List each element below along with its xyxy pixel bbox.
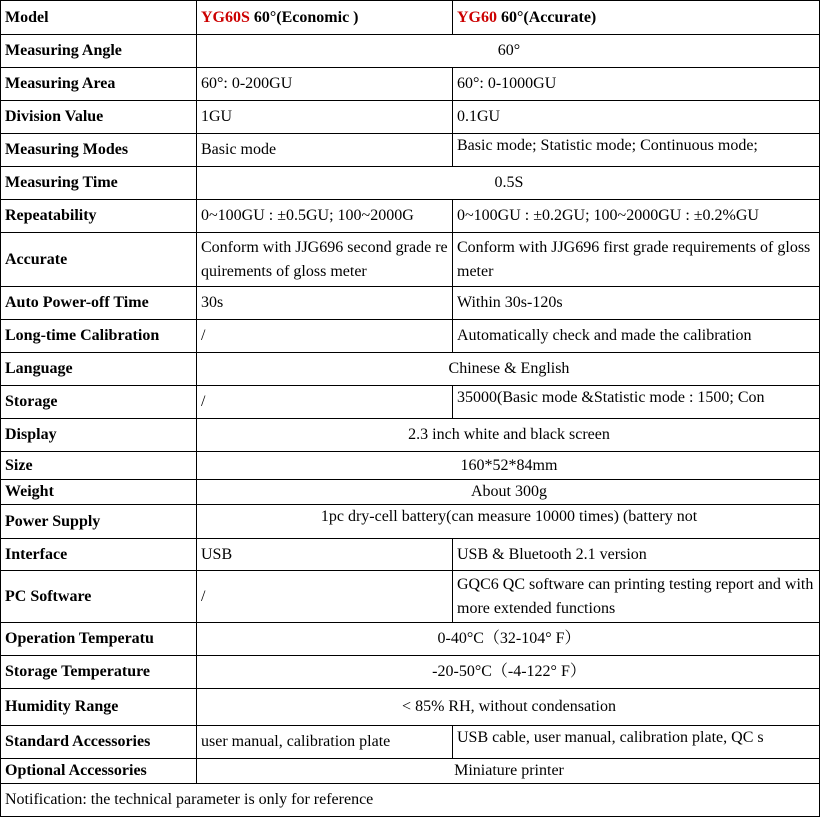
division-value-yg60s: 1GU: [197, 101, 453, 134]
measuring-time-value: 0.5S: [197, 167, 820, 200]
row-operation-temperature: [1, 623, 820, 656]
division-value-yg60: 0.1GU: [453, 101, 820, 134]
optional-accessories-label: Optional Accessories: [1, 759, 197, 784]
row-optional-accessories: [1, 759, 820, 784]
measuring-area-yg60: 60°: 0-1000GU: [453, 68, 820, 101]
yg60s-model-name: YG60S: [201, 8, 250, 26]
row-standard-accessories: [1, 726, 820, 759]
row-repeatability: [1, 200, 820, 233]
yg60s-model-suffix: 60°(Economic ): [249, 8, 359, 26]
interface-yg60: USB & Bluetooth 2.1 version: [453, 539, 820, 571]
row-display: [1, 419, 820, 452]
row-language: [1, 353, 820, 386]
accurate-yg60: Conform with JJG696 first grade requirements of gloss meter: [453, 233, 820, 287]
storage-temperature-label: Storage Temperature: [1, 656, 197, 689]
repeatability-yg60: 0~100GU : ±0.2GU; 100~2000GU : ±0.2%GU: [453, 200, 820, 233]
long-time-calibration-yg60s: /: [197, 320, 453, 353]
measuring-area-yg60s: 60°: 0-200GU: [197, 68, 453, 101]
measuring-modes-label: Measuring Modes: [1, 134, 197, 167]
weight-value: About 300g: [197, 480, 820, 505]
row-size: [1, 452, 820, 480]
measuring-modes-yg60-cell: [453, 134, 820, 167]
repeatability-label: Repeatability: [1, 200, 197, 233]
yg60-model-suffix: 60°(Accurate): [497, 8, 597, 26]
row-humidity-range: [1, 689, 820, 726]
power-supply-cell: [197, 505, 820, 539]
storage-label: Storage: [1, 386, 197, 419]
storage-yg60-cell: [453, 386, 820, 419]
interface-yg60s: USB: [197, 539, 453, 571]
language-value: Chinese & English: [197, 353, 820, 386]
repeatability-yg60s: 0~100GU : ±0.5GU; 100~2000G: [197, 200, 453, 233]
weight-label: Weight: [1, 480, 197, 505]
power-supply-label: Power Supply: [1, 505, 197, 539]
standard-accessories-yg60-cell: [453, 726, 820, 759]
humidity-range-label: Humidity Range: [1, 689, 197, 726]
row-measuring-angle: [1, 35, 820, 68]
display-value: 2.3 inch white and black screen: [197, 419, 820, 452]
measuring-modes-yg60: Basic mode; Statistic mode; Continuous mode;: [457, 137, 758, 154]
operation-temperature-label: Operation Temperatu: [1, 623, 197, 656]
header-yg60s: [197, 1, 453, 35]
row-weight: [1, 480, 820, 505]
notification-text: Notification: the technical parameter is only for reference: [1, 784, 820, 817]
row-storage-temperature: [1, 656, 820, 689]
measuring-time-label: Measuring Time: [1, 167, 197, 200]
header-row: [1, 1, 820, 35]
row-interface: [1, 539, 820, 571]
standard-accessories-yg60: USB cable, user manual, calibration plate, QC s: [457, 729, 764, 746]
row-storage: [1, 386, 820, 419]
row-measuring-modes: [1, 134, 820, 167]
auto-power-off-label: Auto Power-off Time: [1, 287, 197, 320]
row-division-value: [1, 101, 820, 134]
interface-label: Interface: [1, 539, 197, 571]
size-label: Size: [1, 452, 197, 480]
operation-temperature-value: 0-40°C（32-104° F）: [197, 623, 820, 656]
measuring-area-label: Measuring Area: [1, 68, 197, 101]
pc-software-yg60s: /: [197, 571, 453, 623]
auto-power-off-yg60s: 30s: [197, 287, 453, 320]
auto-power-off-yg60: Within 30s-120s: [453, 287, 820, 320]
accurate-yg60s: Conform with JJG696 second grade requirements of gloss meter: [197, 233, 453, 287]
pc-software-yg60: GQC6 QC software can printing testing report and with more extended functions: [453, 571, 820, 623]
header-label: Model: [1, 1, 197, 35]
power-supply-value: 1pc dry-cell battery(can measure 10000 times) (battery not: [320, 508, 698, 525]
long-time-calibration-yg60: Automatically check and made the calibration: [453, 320, 820, 353]
row-measuring-time: [1, 167, 820, 200]
row-measuring-area: [1, 68, 820, 101]
accurate-label: Accurate: [1, 233, 197, 287]
row-pc-software: [1, 571, 820, 623]
measuring-modes-yg60s: Basic mode: [197, 134, 453, 167]
row-auto-power-off: [1, 287, 820, 320]
storage-temperature-value: -20-50°C（-4-122° F）: [197, 656, 820, 689]
yg60-model-name: YG60: [457, 8, 497, 26]
long-time-calibration-label: Long-time Calibration: [1, 320, 197, 353]
pc-software-label: PC Software: [1, 571, 197, 623]
measuring-angle-value: 60°: [197, 35, 820, 68]
standard-accessories-label: Standard Accessories: [1, 726, 197, 759]
storage-yg60: 35000(Basic mode &Statistic mode : 1500; Con: [457, 389, 765, 406]
optional-accessories-value: Miniature printer: [197, 759, 820, 784]
row-accurate: [1, 233, 820, 287]
humidity-range-value: < 85% RH, without condensation: [197, 689, 820, 726]
display-label: Display: [1, 419, 197, 452]
division-value-label: Division Value: [1, 101, 197, 134]
measuring-angle-label: Measuring Angle: [1, 35, 197, 68]
notification-row: [1, 784, 820, 817]
row-long-time-calibration: [1, 320, 820, 353]
standard-accessories-yg60s: user manual, calibration plate: [197, 726, 453, 759]
row-power-supply: [1, 505, 820, 539]
storage-yg60s: /: [197, 386, 453, 419]
size-value: 160*52*84mm: [197, 452, 820, 480]
header-yg60: [453, 1, 820, 35]
language-label: Language: [1, 353, 197, 386]
